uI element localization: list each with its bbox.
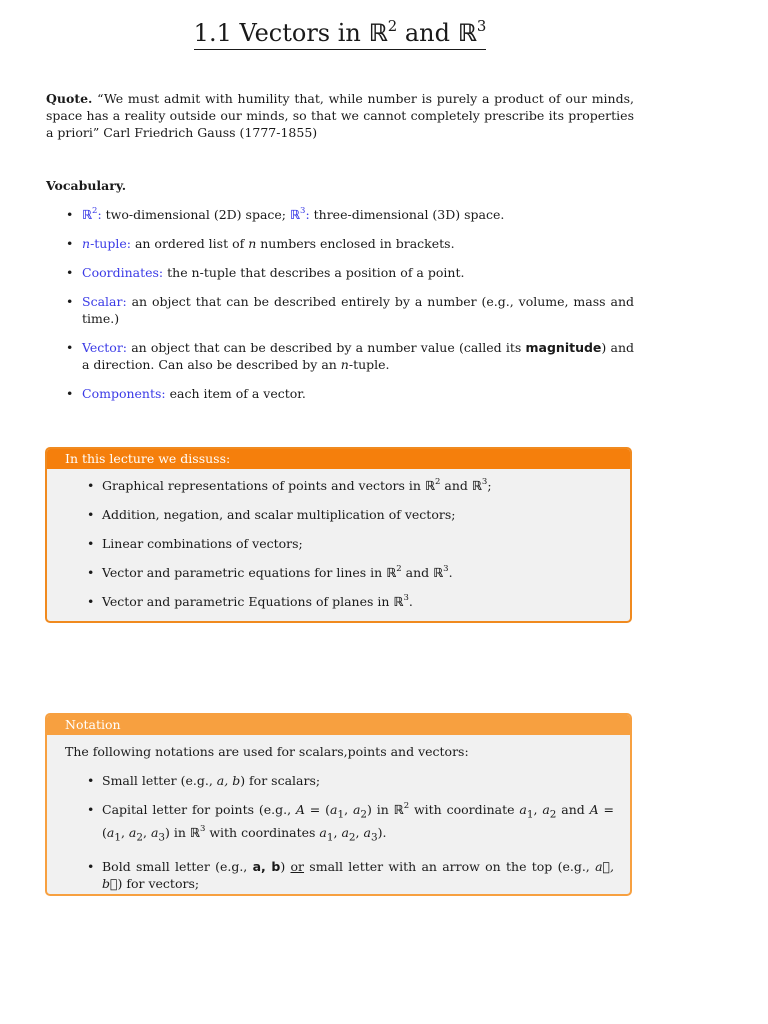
notation-item: • Capital letter for points (e.g., $A = (a_1$, $a_2$) in ℝ$^2$ with coordinate $a_1$, $a_2$ and $A = (a_1$, $a_2$, $a_3$) in ℝ$^3$ with coordinates $a_1$, $a_2$, $a_3$). — [47, 801, 630, 846]
vocab-item-ntuple: • n-tuple: an ordered list of n numbers enclosed in brackets. — [46, 235, 634, 252]
notation-item: • Small letter (e.g., a, b) for scalars; — [47, 772, 630, 789]
vocab-item-vector: • Vector: an object that can be described by a number value (called its magnitude) and a direction. Can also be described by an n-tuple. — [46, 339, 634, 373]
lecture-topics-list — [47, 477, 630, 610]
lecture-topic: • Vector and parametric Equations of planes in ℝ$^3$. — [47, 593, 630, 610]
quote-label: Quote. — [46, 91, 93, 106]
notation-intro: The following notations are used for scalars,points and vectors: — [65, 744, 469, 759]
lecture-topic: • Graphical representations of points and vectors in ℝ$^2$ and ℝ$^3$; — [47, 477, 630, 494]
vocab-item-scalar: • Scalar: an object that can be described entirely by a number (e.g., volume, mass and time.) — [46, 293, 634, 327]
lecture-topics-box — [45, 447, 632, 623]
vocab-item-r2-r3: • ℝ$^2$: two-dimensional (2D) space; ℝ$^3$: three-dimensional (3D) space. — [46, 206, 634, 223]
notation-box — [45, 713, 632, 896]
notation-box-header: Notation — [47, 715, 630, 735]
quote-text: “We must admit with humility that, while number is purely a product of our minds, space has a reality outside our minds, so that we cannot completely prescribe its properties a priori” Carl Friedrich Gauss (1777-1855) — [46, 91, 634, 140]
lecture-topic: • Addition, negation, and scalar multiplication of vectors; — [47, 506, 630, 523]
page-title: 1.1 Vectors in ℝ$^2$ and ℝ$^3$ — [0, 18, 680, 48]
notation-list — [47, 772, 630, 892]
lecture-topic: • Linear combinations of vectors; — [47, 535, 630, 552]
lecture-topic: • Vector and parametric equations for lines in ℝ$^2$ and ℝ$^3$. — [47, 564, 630, 581]
lecture-box-header: In this lecture we dissuss: — [47, 449, 630, 469]
vocab-item-coordinates: • Coordinates: the n-tuple that describes a position of a point. — [46, 264, 634, 281]
vocabulary-heading: Vocabulary. — [46, 178, 127, 193]
gauss-quote — [46, 90, 634, 141]
vocabulary-list — [46, 206, 634, 414]
notation-item: • Bold small letter (e.g., a, b) or small letter with an arrow on the top (e.g., a⃗, b⃗) for vectors; — [47, 858, 630, 892]
vocab-item-components: • Components: each item of a vector. — [46, 385, 634, 402]
